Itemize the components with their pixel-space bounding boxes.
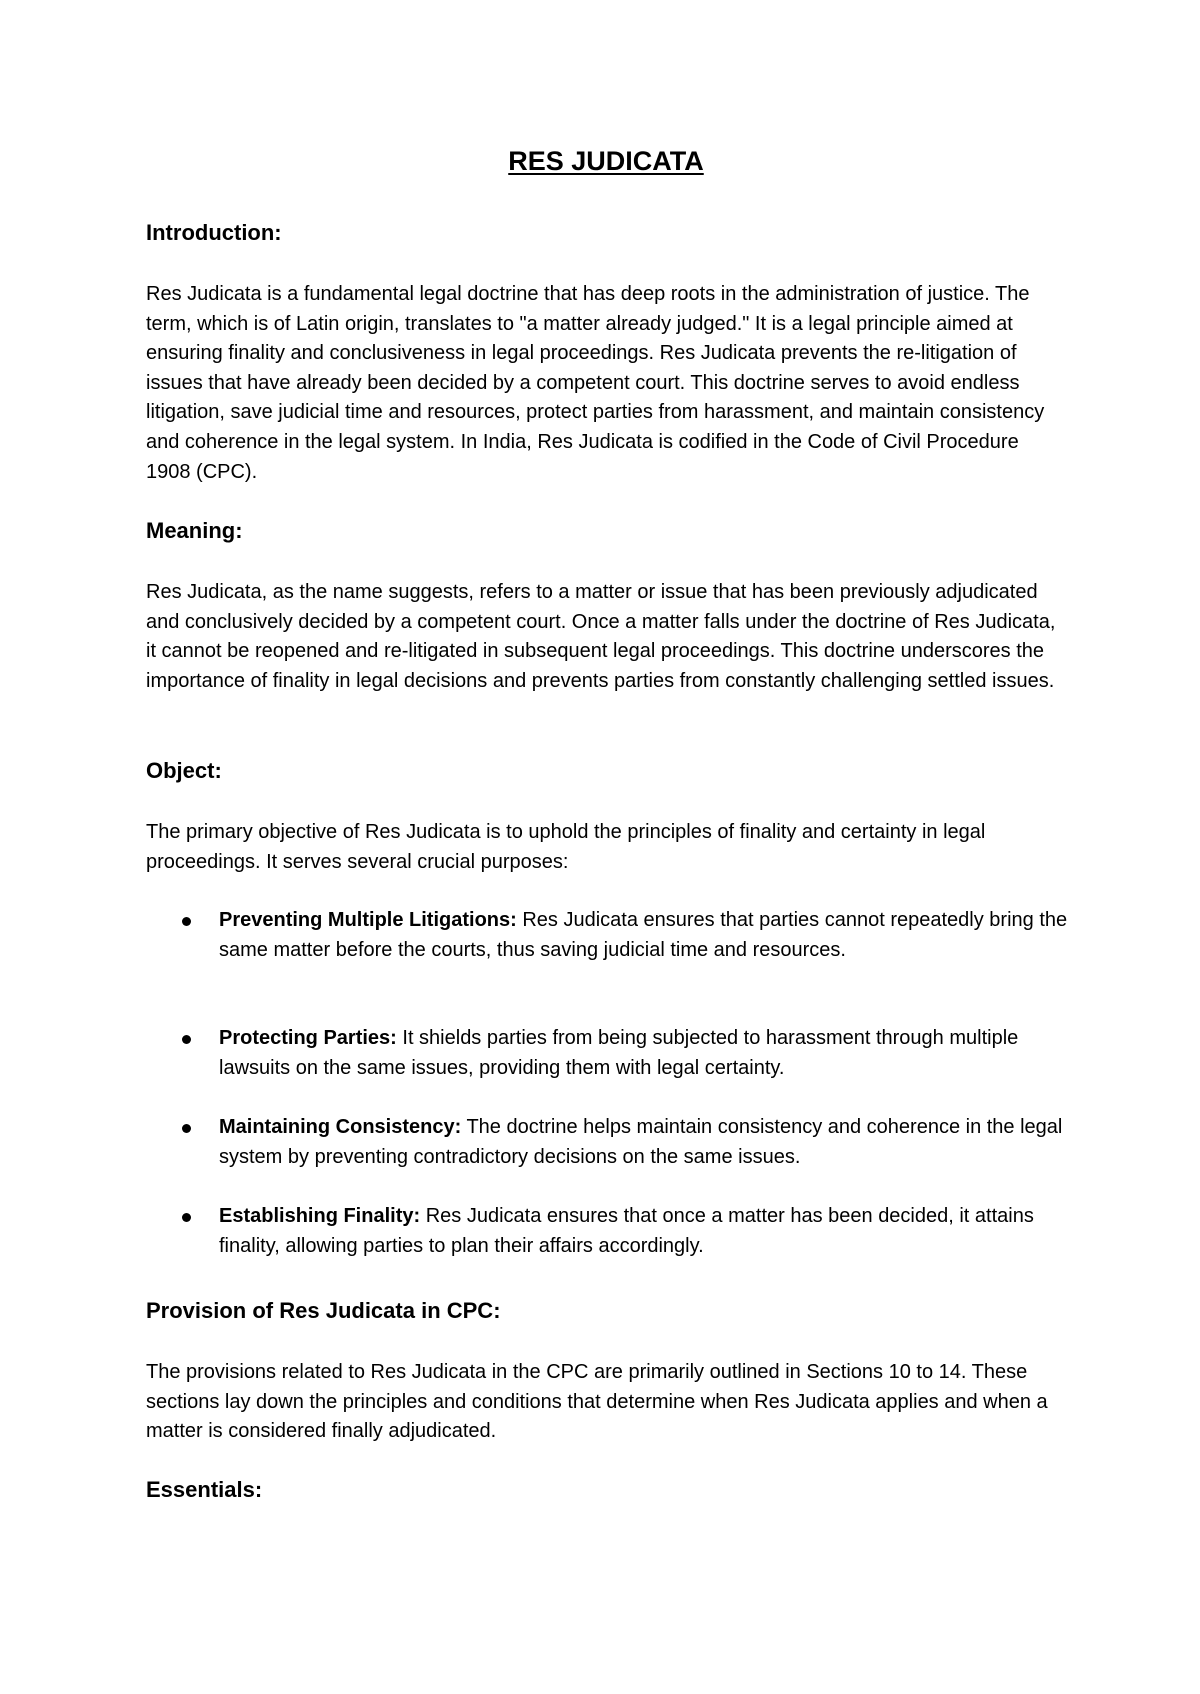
bullet-description: Res Judicata ensures that once a matter has been decided, it attains finality, allowing parties to plan their affairs accordingly. <box>219 1205 1034 1257</box>
document-title: RES JUDICATA <box>508 146 704 176</box>
provision-paragraph: The provisions related to Res Judicata in the CPC are primarily outlined in Sections 10 to 14. These sections lay down the principles and conditions that determine when Res Judicata applies and when a matter is considered finally adjudicated. <box>146 1361 1048 1443</box>
object-heading: Object: <box>146 758 222 783</box>
bullet-description: Res Judicata ensures that parties cannot repeatedly bring the same matter before the courts, thus saving judicial time and resources. <box>219 909 1068 961</box>
bullet-dot-icon <box>182 1124 191 1133</box>
bullet-dot-icon <box>182 917 191 926</box>
bullet-text <box>219 1202 1069 1261</box>
bullet-term: Maintaining Consistency: <box>219 1116 462 1138</box>
essentials-heading: Essentials: <box>146 1477 263 1502</box>
bullet-dot-icon <box>182 1035 191 1044</box>
bullet-text <box>219 1113 1069 1172</box>
bullet-dot-icon <box>182 1213 191 1222</box>
bullet-description: The doctrine helps maintain consistency and coherence in the legal system by preventing contradictory decisions on the same issues. <box>219 1116 1063 1168</box>
provision-heading: Provision of Res Judicata in CPC: <box>146 1298 501 1323</box>
bullet-term: Protecting Parties: <box>219 1027 397 1049</box>
meaning-heading: Meaning: <box>146 518 243 543</box>
bullet-term: Establishing Finality: <box>219 1205 421 1227</box>
bullet-term: Preventing Multiple Litigations: <box>219 909 517 931</box>
bullet-description: It shields parties from being subjected to harassment through multiple lawsuits on the same issues, providing them with legal certainty. <box>219 1027 1019 1079</box>
object-paragraph: The primary objective of Res Judicata is to uphold the principles of finality and certainty in legal proceedings. It serves several crucial purposes: <box>146 821 986 873</box>
meaning-paragraph: Res Judicata, as the name suggests, refers to a matter or issue that has been previously adjudicated and conclusively decided by a competent court. Once a matter falls under the doctrine of Res Judicata, it cannot be reopened and re-litigated in subsequent legal proceedings. This doctrine underscores the importance of finality in legal decisions and prevents parties from constantly challenging settled issues. <box>146 581 1056 692</box>
bullet-text <box>219 906 1069 965</box>
bullet-text <box>219 1024 1069 1083</box>
introduction-paragraph: Res Judicata is a fundamental legal doctrine that has deep roots in the administration of justice. The term, which is of Latin origin, translates to "a matter already judged." It is a legal principle aimed at ensuring finality and conclusiveness in legal proceedings. Res Judicata prevents the re-litigation of issues that have already been decided by a competent court. This doctrine serves to avoid endless litigation, save judicial time and resources, protect parties from harassment, and maintain consistency and coherence in the legal system. In India, Res Judicata is codified in the Code of Civil Procedure 1908 (CPC). <box>146 283 1045 483</box>
introduction-heading: Introduction: <box>146 220 282 245</box>
